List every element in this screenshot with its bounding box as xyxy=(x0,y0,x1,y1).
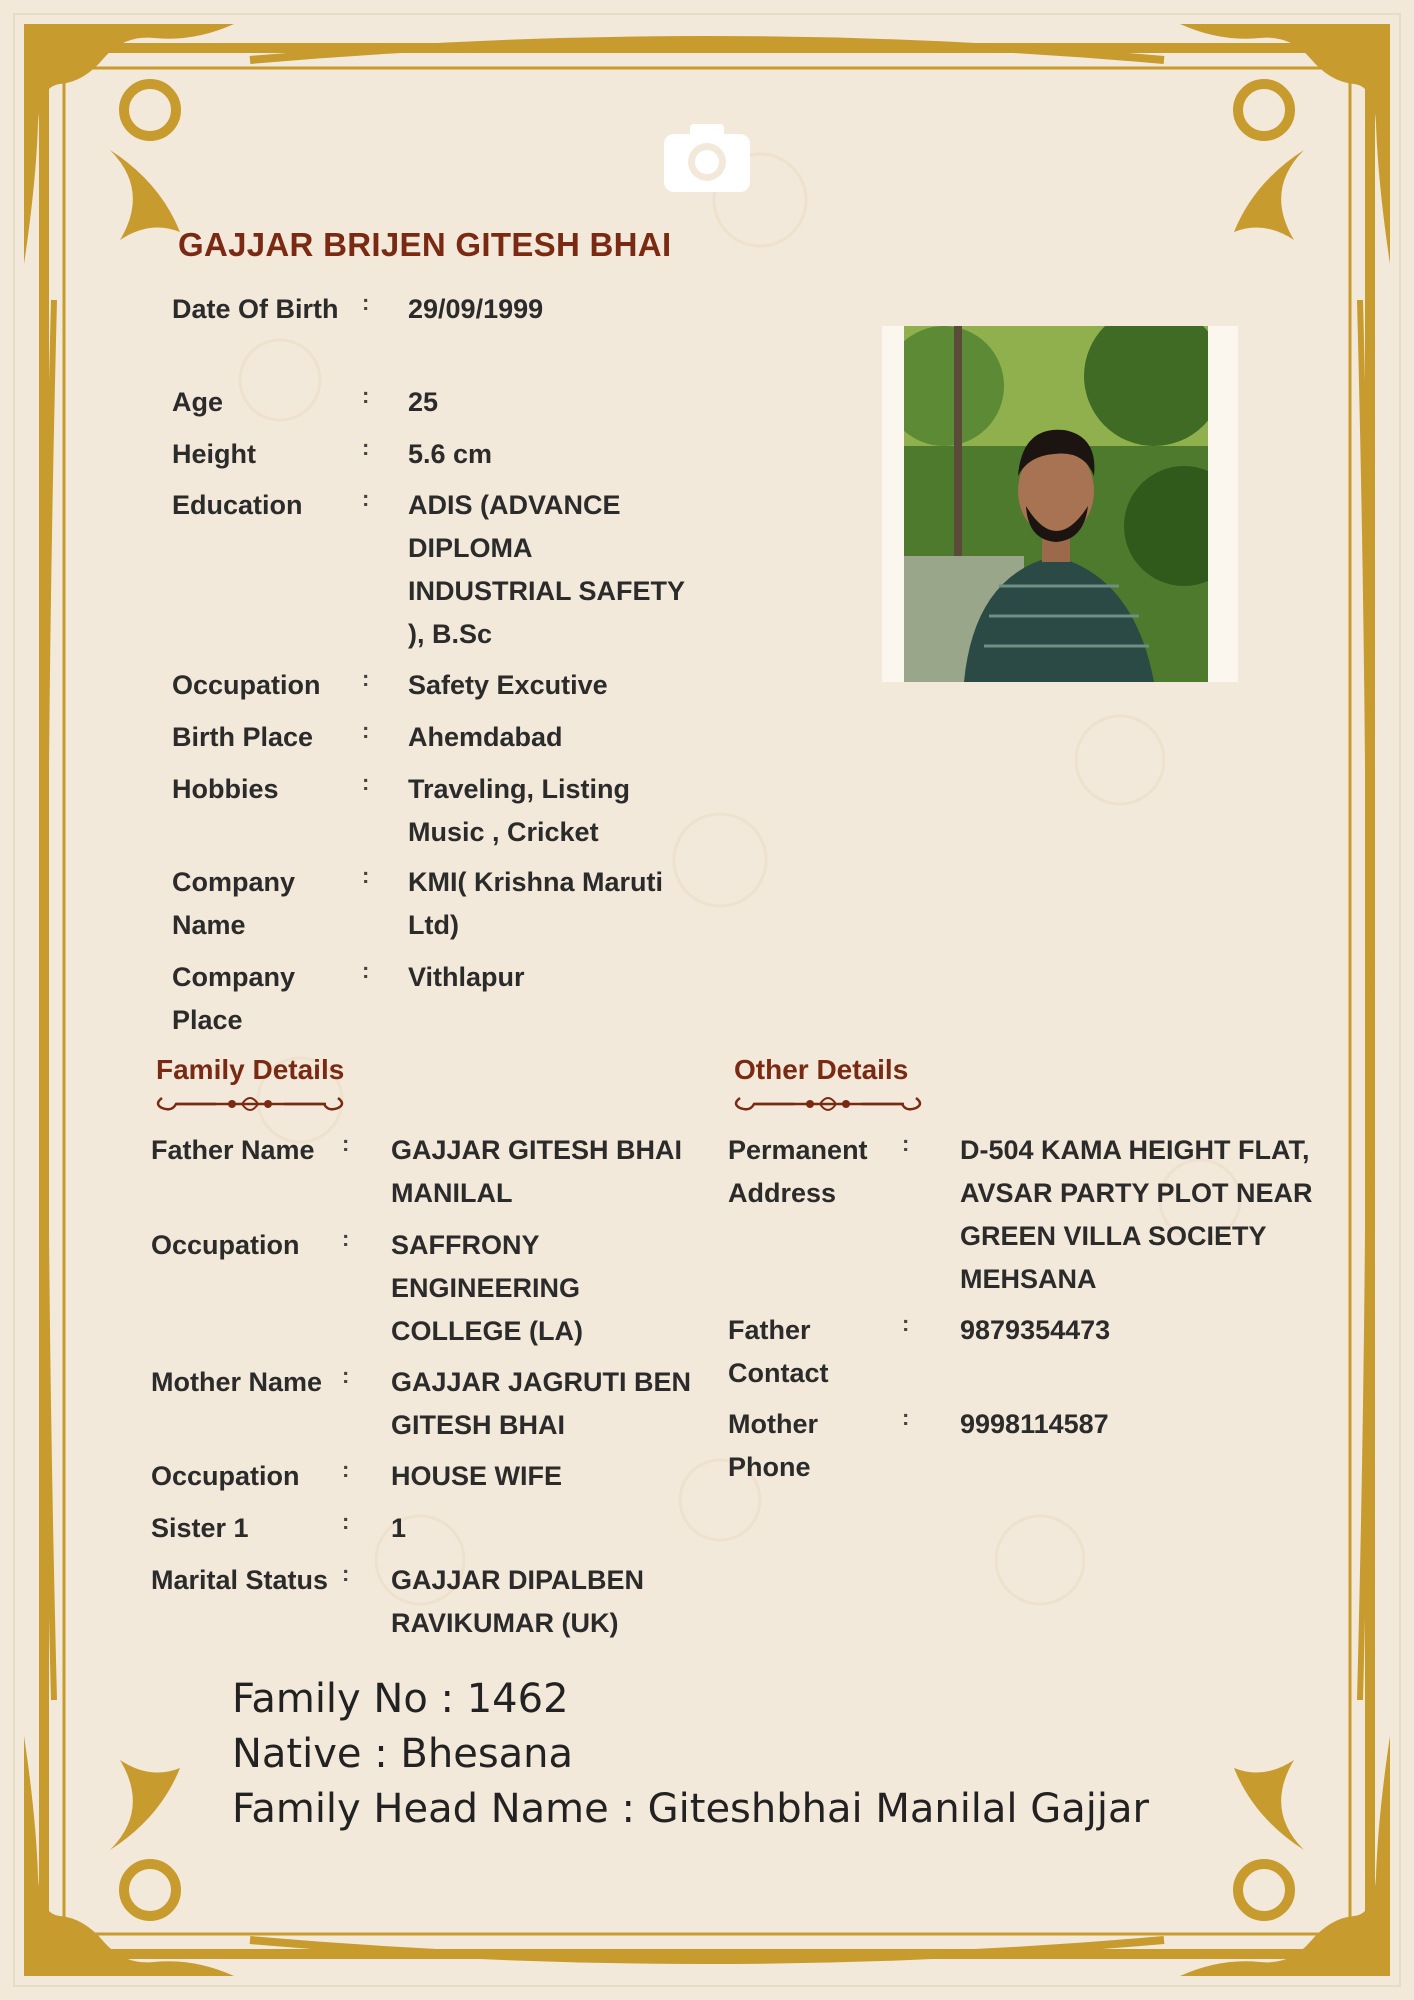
detail-value: 9998114587 xyxy=(960,1409,1109,1439)
colon-separator: : xyxy=(362,770,370,795)
colon-separator: : xyxy=(362,383,370,408)
detail-value: 29/09/1999 xyxy=(408,294,544,324)
colon-separator: : xyxy=(362,486,370,511)
detail-label: Sister 1 xyxy=(151,1513,249,1543)
ornamental-divider-icon xyxy=(152,1088,348,1114)
family-head-name: Family Head Name : Giteshbhai Manilal Gajjar xyxy=(232,1786,1149,1832)
detail-label: Company Name xyxy=(172,867,296,940)
colon-separator: : xyxy=(342,1363,350,1388)
detail-value: Ahemdabad xyxy=(408,722,563,752)
colon-separator: : xyxy=(902,1131,910,1156)
colon-separator: : xyxy=(342,1561,350,1586)
detail-value: 25 xyxy=(408,387,439,417)
detail-label: Age xyxy=(172,387,224,417)
detail-value: 5.6 cm xyxy=(408,439,493,469)
detail-label: Occupation xyxy=(151,1461,300,1491)
camera-icon xyxy=(664,122,750,192)
colon-separator: : xyxy=(362,666,370,691)
detail-value: GAJJAR JAGRUTI BEN GITESH BHAI xyxy=(391,1367,692,1440)
detail-label: Marital Status xyxy=(151,1565,329,1595)
family-details-heading: Family Details xyxy=(156,1054,345,1085)
colon-separator: : xyxy=(342,1509,350,1534)
detail-label: Mother Name xyxy=(151,1367,323,1397)
colon-separator: : xyxy=(362,863,370,888)
detail-label: Company Place xyxy=(172,962,296,1035)
detail-label: Education xyxy=(172,490,303,520)
detail-label: Hobbies xyxy=(172,774,279,804)
colon-separator: : xyxy=(362,718,370,743)
colon-separator: : xyxy=(342,1226,350,1251)
colon-separator: : xyxy=(362,958,370,983)
other-details-heading: Other Details xyxy=(734,1054,909,1085)
profile-name: GAJJAR BRIJEN GITESH BHAI xyxy=(178,226,672,263)
family-number: Family No : 1462 xyxy=(232,1676,569,1722)
detail-value: 9879354473 xyxy=(960,1315,1111,1345)
detail-value: 1 xyxy=(391,1513,407,1543)
ornamental-divider-icon xyxy=(730,1088,926,1114)
detail-label: Height xyxy=(172,439,256,469)
detail-label: Birth Place xyxy=(172,722,314,752)
detail-value: KMI( Krishna Maruti Ltd) xyxy=(408,867,664,940)
profile-photo xyxy=(882,326,1238,682)
colon-separator: : xyxy=(342,1457,350,1482)
detail-label: Occupation xyxy=(151,1230,300,1260)
detail-label: Occupation xyxy=(172,670,321,700)
colon-separator: : xyxy=(902,1311,910,1336)
detail-value: D-504 KAMA HEIGHT FLAT, AVSAR PARTY PLOT NEAR GREEN VILLA SOCIETY MEHSANA xyxy=(960,1135,1313,1294)
detail-value: ADIS (ADVANCE DIPLOMA INDUSTRIAL SAFETY ), B.Sc xyxy=(408,490,685,649)
colon-separator: : xyxy=(362,435,370,460)
detail-label: Mother Phone xyxy=(728,1409,818,1482)
detail-value: GAJJAR DIPALBEN RAVIKUMAR (UK) xyxy=(391,1565,645,1638)
detail-value: Safety Excutive xyxy=(408,670,608,700)
detail-label: Father Contact xyxy=(728,1315,829,1388)
detail-value: SAFFRONY ENGINEERING COLLEGE (LA) xyxy=(391,1230,583,1346)
detail-label: Permanent Address xyxy=(728,1135,868,1208)
detail-value: Traveling, Listing Music , Cricket xyxy=(408,774,631,847)
detail-value: Vithlapur xyxy=(408,962,525,992)
colon-separator: : xyxy=(342,1131,350,1156)
detail-label: Date Of Birth xyxy=(172,294,339,324)
native-place: Native : Bhesana xyxy=(232,1731,574,1777)
detail-value: GAJJAR GITESH BHAI MANILAL xyxy=(391,1135,683,1208)
detail-value: HOUSE WIFE xyxy=(391,1461,563,1491)
detail-label: Father Name xyxy=(151,1135,315,1165)
colon-separator: : xyxy=(902,1405,910,1430)
colon-separator: : xyxy=(362,290,370,315)
